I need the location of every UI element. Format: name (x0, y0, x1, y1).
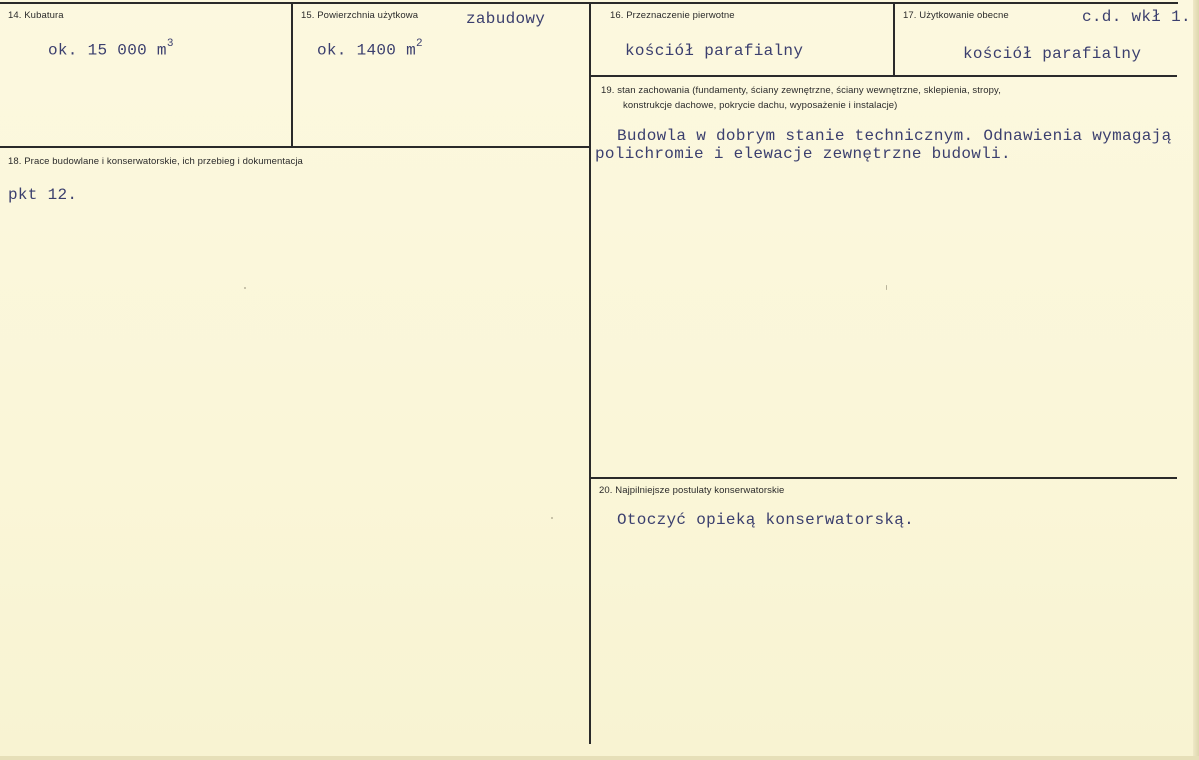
field-18-value: pkt 12. (8, 186, 78, 204)
field-17-label: 17. Użytkowanie obecne (903, 10, 1009, 21)
paper-speck (551, 517, 553, 519)
field-20-value: Otoczyć opieką konserwatorską. (617, 511, 915, 529)
divider-row-14-15 (0, 146, 591, 148)
field-15-label: 15. Powierzchnia użytkowa (301, 10, 419, 21)
field-15-value-text: ok. 1400 m (317, 41, 417, 60)
divider-row-16-17 (591, 75, 1177, 77)
paper-edge-right (1193, 0, 1199, 760)
field-14-value-text: ok. 15 000 m (48, 41, 167, 60)
divider-14-15 (291, 4, 293, 147)
field-18-label: 18. Prace budowlane i konserwatorskie, ich przebieg i dokumentacja (8, 156, 303, 167)
field-15-value (317, 40, 423, 59)
divider-row-19-20 (591, 477, 1177, 479)
field-14-label: 14. Kubatura (8, 10, 64, 21)
field-19-label-line2: konstrukcje dachowe, pokrycie dachu, wyposażenie i instalacje) (623, 100, 898, 111)
paper-edge-bottom (0, 756, 1199, 760)
divider-16-17 (893, 4, 895, 76)
field-17-note: c.d. wkł 1. (1082, 8, 1191, 26)
field-16-label: 16. Przeznaczenie pierwotne (610, 10, 735, 21)
field-16-value: kościół parafialny (625, 42, 804, 60)
field-19-value-line2: polichromie i elewacje zewnętrzne budowli. (595, 145, 1011, 163)
field-14-value (48, 40, 174, 59)
field-19-value-line1: Budowla w dobrym stanie technicznym. Odnawienia wymagają (617, 127, 1172, 145)
paper-speck (244, 287, 246, 289)
field-19-label-line1: 19. stan zachowania (fundamenty, ściany zewnętrzne, ściany wewnętrzne, sklepienia, stropy, (601, 85, 1001, 96)
field-15-note: zabudowy (466, 10, 546, 28)
divider-left-right (589, 4, 591, 744)
field-14-value-exponent: 3 (166, 38, 174, 50)
field-15-value-exponent: 2 (416, 38, 423, 50)
paper-speck (886, 285, 887, 290)
field-17-value: kościół parafialny (963, 45, 1142, 63)
field-20-label: 20. Najpilniejsze postulaty konserwatorskie (599, 485, 785, 496)
